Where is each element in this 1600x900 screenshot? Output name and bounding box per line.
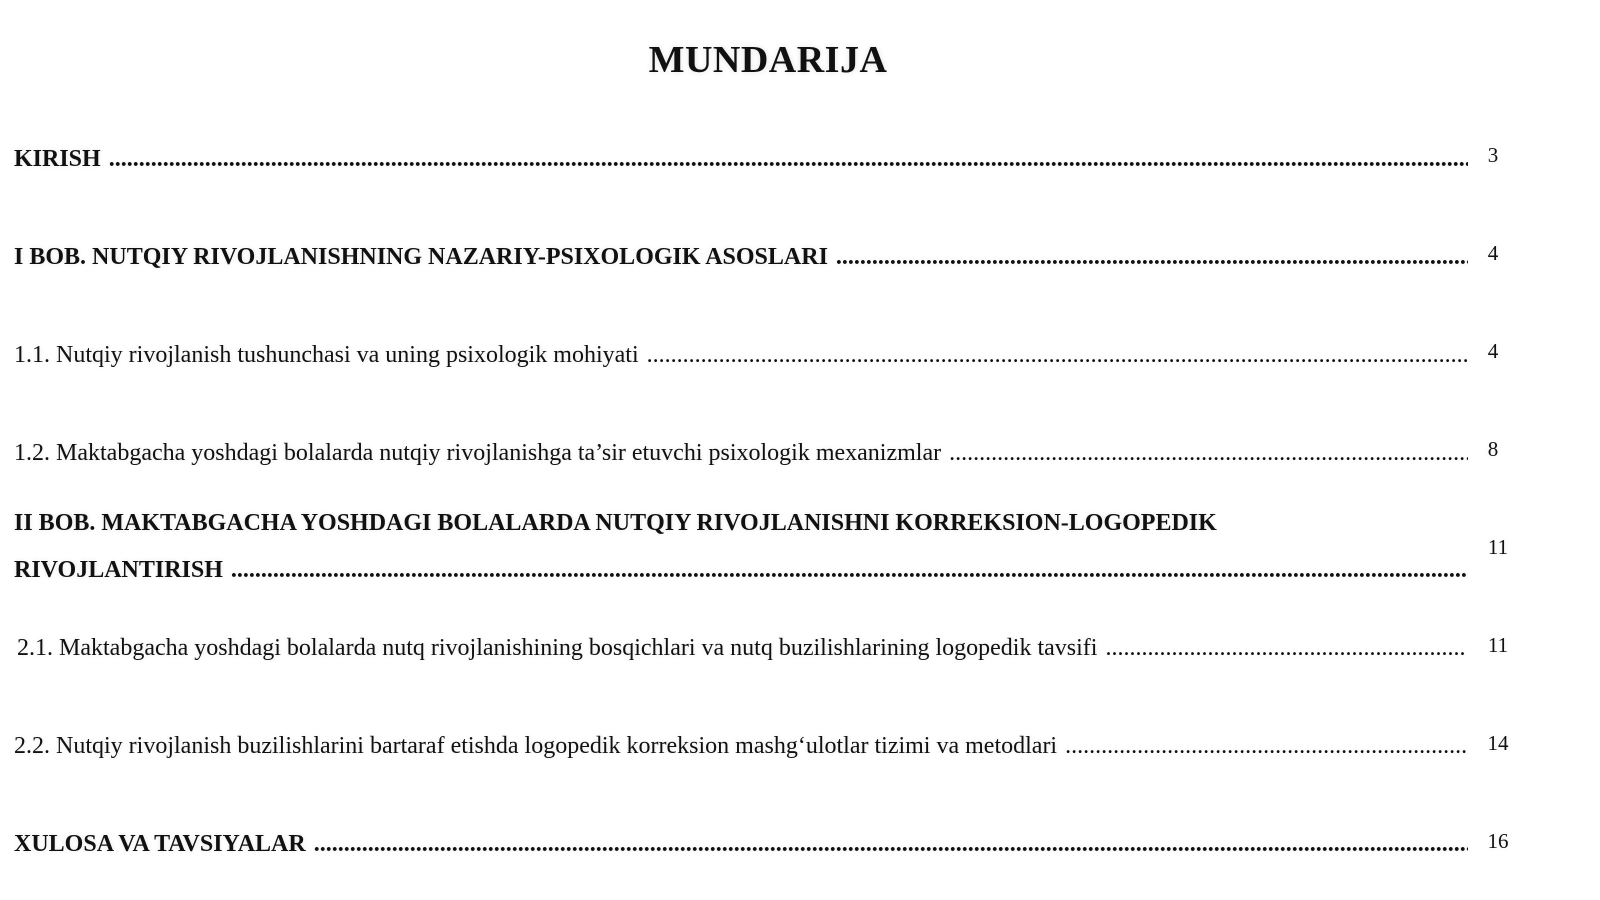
toc-dot-leader [1105, 635, 1466, 662]
toc-dot-leader [314, 831, 1468, 858]
toc-dot-leader [1065, 733, 1468, 760]
toc-entry-section-1-1[interactable] [14, 335, 1468, 369]
toc-page-number: 4 [1487, 339, 1499, 363]
toc-entry-text-line2: RIVOJLANTIRISH [14, 557, 223, 583]
toc-page-number: 16 [1487, 829, 1509, 853]
toc-dot-leader [109, 146, 1468, 173]
toc-dot-leader [231, 547, 1468, 594]
toc-dot-leader [836, 244, 1468, 271]
toc-page-number: 14 [1487, 731, 1509, 755]
toc-page-number: 4 [1487, 241, 1499, 265]
toc-page-number: 11 [1487, 535, 1509, 559]
toc-entry-section-2-2[interactable] [14, 726, 1468, 760]
toc-entry-text: 2.1. Maktabgacha yoshdagi bolalarda nutq rivojlanishining bosqichlari va nutq buzilishlarining logopedik tavsifi [17, 635, 1098, 661]
toc-entry-text-line1: II BOB. MAKTABGACHA YOSHDAGI BOLALARDA NUTQIY RIVOJLANISHNI KORREKSION-LOGOPEDIK [14, 510, 1217, 536]
toc-dot-leader [647, 342, 1468, 369]
toc-entry-kirish[interactable] [14, 139, 1468, 173]
toc-entry-text: 1.1. Nutqiy rivojlanish tushunchasi va uning psixologik mohiyati [14, 342, 639, 368]
toc-dot-leader [949, 440, 1468, 467]
toc-entry-section-2-1[interactable] [17, 628, 1466, 662]
toc-page-number: 11 [1487, 633, 1509, 657]
page-title: MUNDARIJA [648, 39, 888, 81]
toc-entry-text: 2.2. Nutqiy rivojlanish buzilishlarini bartaraf etishda logopedik korreksion mashg‘ulotlar tizimi va metodlari [14, 733, 1058, 759]
toc-entry-chapter-2[interactable] [14, 500, 1468, 594]
toc-entry-section-1-2[interactable] [14, 433, 1468, 467]
toc-entry-text: KIRISH [14, 146, 101, 172]
toc-entry-text: 1.2. Maktabgacha yoshdagi bolalarda nutqiy rivojlanishga ta’sir etuvchi psixologik mexanizmlar [14, 440, 942, 466]
toc-page-number: 8 [1487, 437, 1499, 461]
toc-entry-chapter-1[interactable] [14, 237, 1468, 271]
toc-entry-text: XULOSA VA TAVSIYALAR [14, 831, 306, 857]
toc-entry-text: I BOB. NUTQIY RIVOJLANISHNING NAZARIY-PSIXOLOGIK ASOSLARI [14, 244, 828, 270]
toc-entry-conclusion[interactable] [14, 824, 1468, 858]
toc-page-number: 3 [1487, 143, 1499, 167]
